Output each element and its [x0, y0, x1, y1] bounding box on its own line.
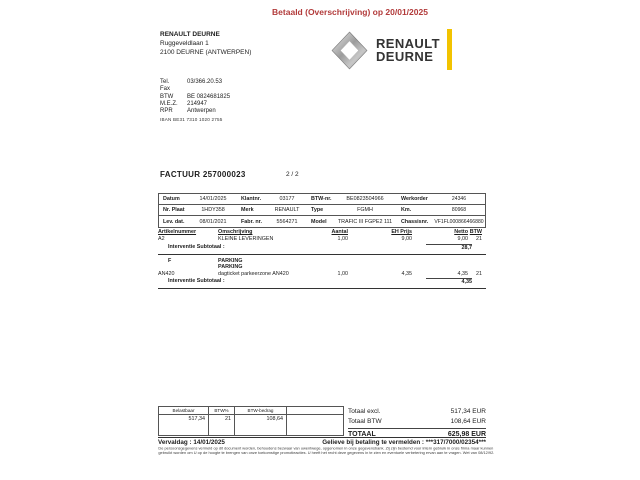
item-description: KLEINE LEVERINGEN [218, 235, 274, 242]
subtotal-value: 28,7 [426, 244, 472, 252]
paid-status-text: Betaald (Overschrijving) op 20/01/2025 [272, 7, 428, 17]
field-label: Merk [241, 207, 254, 213]
total-value: 108,64 EUR [450, 418, 486, 425]
invoice-number-title: FACTUUR 257000023 [160, 170, 246, 179]
logo-wordmark [376, 37, 440, 64]
item-net: 9,00 [457, 235, 468, 242]
vehicle-row [159, 194, 485, 205]
subtotal-row [158, 244, 486, 252]
section-divider [158, 254, 486, 255]
section-subtitle: PARKING [218, 264, 243, 271]
item-article: A2 [158, 235, 165, 242]
total-btw-row [348, 417, 486, 427]
field-label: Klantnr. [241, 196, 262, 202]
totals-divider [348, 428, 486, 429]
total-value: 517,34 EUR [450, 408, 486, 415]
subtotal-row [158, 278, 486, 286]
subtotal-label: Interventie Subtotaal : [168, 278, 225, 285]
vat-col-header: Belastbaar [159, 407, 208, 415]
dealer-street: Ruggeveldlaan 1 [160, 40, 209, 47]
contact-value: Antwerpen [187, 108, 216, 115]
item-row [158, 236, 486, 243]
total-label: Totaal BTW [348, 418, 382, 425]
field-label: Nr. Plaat [163, 207, 185, 213]
field-value: 1HDY358 [201, 207, 225, 213]
vat-col-header: BTW% [209, 407, 234, 415]
contact-row [160, 86, 230, 93]
item-net: 4,35 [457, 270, 468, 277]
field-value: 80968 [451, 207, 467, 213]
field-value: BE0823504966 [346, 196, 384, 202]
contact-value: BE 0824681825 [187, 93, 231, 100]
contact-label: BTW [160, 93, 174, 100]
vat-col-value: 21 [225, 416, 231, 422]
col-header-eh-prijs: EH Prijs [391, 229, 412, 235]
vehicle-row [159, 216, 485, 227]
item-row [158, 271, 486, 278]
section-code: F [168, 257, 172, 264]
grand-total-label: TOTAAL [348, 431, 376, 438]
vat-col-value-empty [287, 415, 343, 416]
payment-reference-text: Gelieve bij betaling te vermelden : ***317/7000/02354*** [322, 439, 486, 446]
line-items-table [158, 229, 486, 292]
footer-divider [158, 437, 486, 438]
dealer-name: RENAULT DEURNE [160, 31, 220, 38]
renault-diamond-icon [331, 31, 368, 70]
field-label: Fabr. nr. [241, 218, 262, 225]
contact-label: Tel. [160, 79, 170, 85]
logo-brand: RENAULT [376, 35, 440, 51]
items-header-row [158, 229, 486, 236]
field-value: 08/01/2021 [199, 218, 227, 225]
vat-column-btw-pct [209, 407, 235, 435]
vehicle-row [159, 205, 485, 216]
vat-summary-table [158, 406, 344, 436]
field-value: 03177 [279, 196, 295, 202]
col-header-btw: BTW [469, 229, 482, 235]
fine-print-line2: gebruikt worden om U op de hoogte te brengen van onze toekomstige promotieacties. U heeft het recht deze gegevens in te zien en eventuele verbetering ervan aan te vragen. Wet van 08/12/92. [158, 451, 495, 456]
vat-col-value: 517,34 [188, 416, 205, 422]
item-qty: 1,00 [337, 270, 348, 277]
section-divider [158, 288, 486, 289]
due-date-text: Vervaldag : 14/01/2025 [158, 439, 225, 446]
contact-row [160, 94, 230, 101]
field-label: Werkorder [401, 196, 428, 202]
item-vat: 21 [476, 235, 482, 242]
section-title: PARKING [218, 257, 243, 264]
vat-column-empty [287, 407, 343, 435]
contact-row [160, 79, 230, 86]
vat-col-header: BTW-bedrag [235, 407, 286, 415]
item-description: dagticket parkeerzone AN420 [218, 270, 289, 277]
logo-location: DEURNE [376, 49, 434, 64]
field-value: 5564271 [276, 218, 298, 225]
vehicle-info-table [158, 193, 486, 228]
page-indicator: 2 / 2 [286, 171, 299, 178]
vat-col-value: 108,64 [266, 416, 283, 422]
item-qty: 1,00 [337, 235, 348, 242]
contact-row [160, 108, 230, 115]
field-label: Chassisnr. [401, 218, 429, 225]
col-header-artikelnummer: Artikelnummer [158, 229, 197, 235]
contact-block [160, 79, 230, 124]
iban-line: IBAN BE31 7310 1020 2755 [160, 117, 223, 123]
totals-block [348, 407, 486, 440]
vat-col-header-empty [287, 407, 343, 415]
dealer-address-block [160, 30, 251, 57]
col-header-aantal: Aantal [331, 229, 348, 235]
fine-print-line1: De persoonsgegevens vermeld op dit document worden, behoudens bezwaar van uwentwege, opgenomen in onze gegevensbank. Zij zijn bestemd voor intern gebruik in onze firma maar kunnen [158, 447, 494, 451]
item-unit-price: 9,00 [401, 235, 412, 242]
vat-column-btw-bedrag [235, 407, 287, 435]
contact-value: 03/366.20.53 [187, 79, 223, 85]
field-value: 14/01/2025 [199, 196, 227, 202]
subtotal-value: 4,35 [426, 278, 472, 286]
field-label: Model [311, 218, 327, 225]
total-excl-row [348, 407, 486, 417]
item-article: AN420 [158, 270, 175, 277]
yellow-accent-bar [447, 29, 452, 70]
field-label: Km. [401, 207, 412, 213]
field-label: Lev. dat. [163, 218, 185, 225]
dealer-city: 2100 DEURNE (ANTWERPEN) [160, 49, 252, 56]
contact-value: 214947 [187, 100, 208, 107]
contact-label: RPR [160, 108, 173, 115]
field-value: FGMH [357, 207, 373, 213]
vat-column-belastbaar [159, 407, 209, 435]
field-label: Type [311, 207, 324, 213]
col-header-netto: Netto [454, 229, 468, 235]
col-header-omschrijving: Omschrijving [218, 229, 253, 235]
total-label: Totaal excl. [348, 408, 381, 415]
field-label: Datum [163, 196, 180, 202]
fine-print-block [158, 447, 495, 461]
item-vat: 21 [476, 270, 482, 277]
contact-label: M.E.Z. [160, 100, 178, 107]
item-unit-price: 4,35 [401, 270, 412, 277]
contact-row [160, 101, 230, 108]
field-value: 24346 [451, 196, 467, 202]
grand-total-value: 625,98 EUR [447, 431, 486, 438]
field-label: BTW-nr. [311, 196, 332, 202]
subtotal-label: Interventie Subtotaal : [168, 243, 225, 250]
renault-logo [331, 30, 440, 70]
contact-label: Fax [160, 86, 171, 93]
field-value: RENAULT [274, 207, 300, 213]
field-value: VF1FL000866466880 [434, 218, 484, 225]
field-value: TRAFIC III FGPE2 111 [337, 218, 393, 225]
